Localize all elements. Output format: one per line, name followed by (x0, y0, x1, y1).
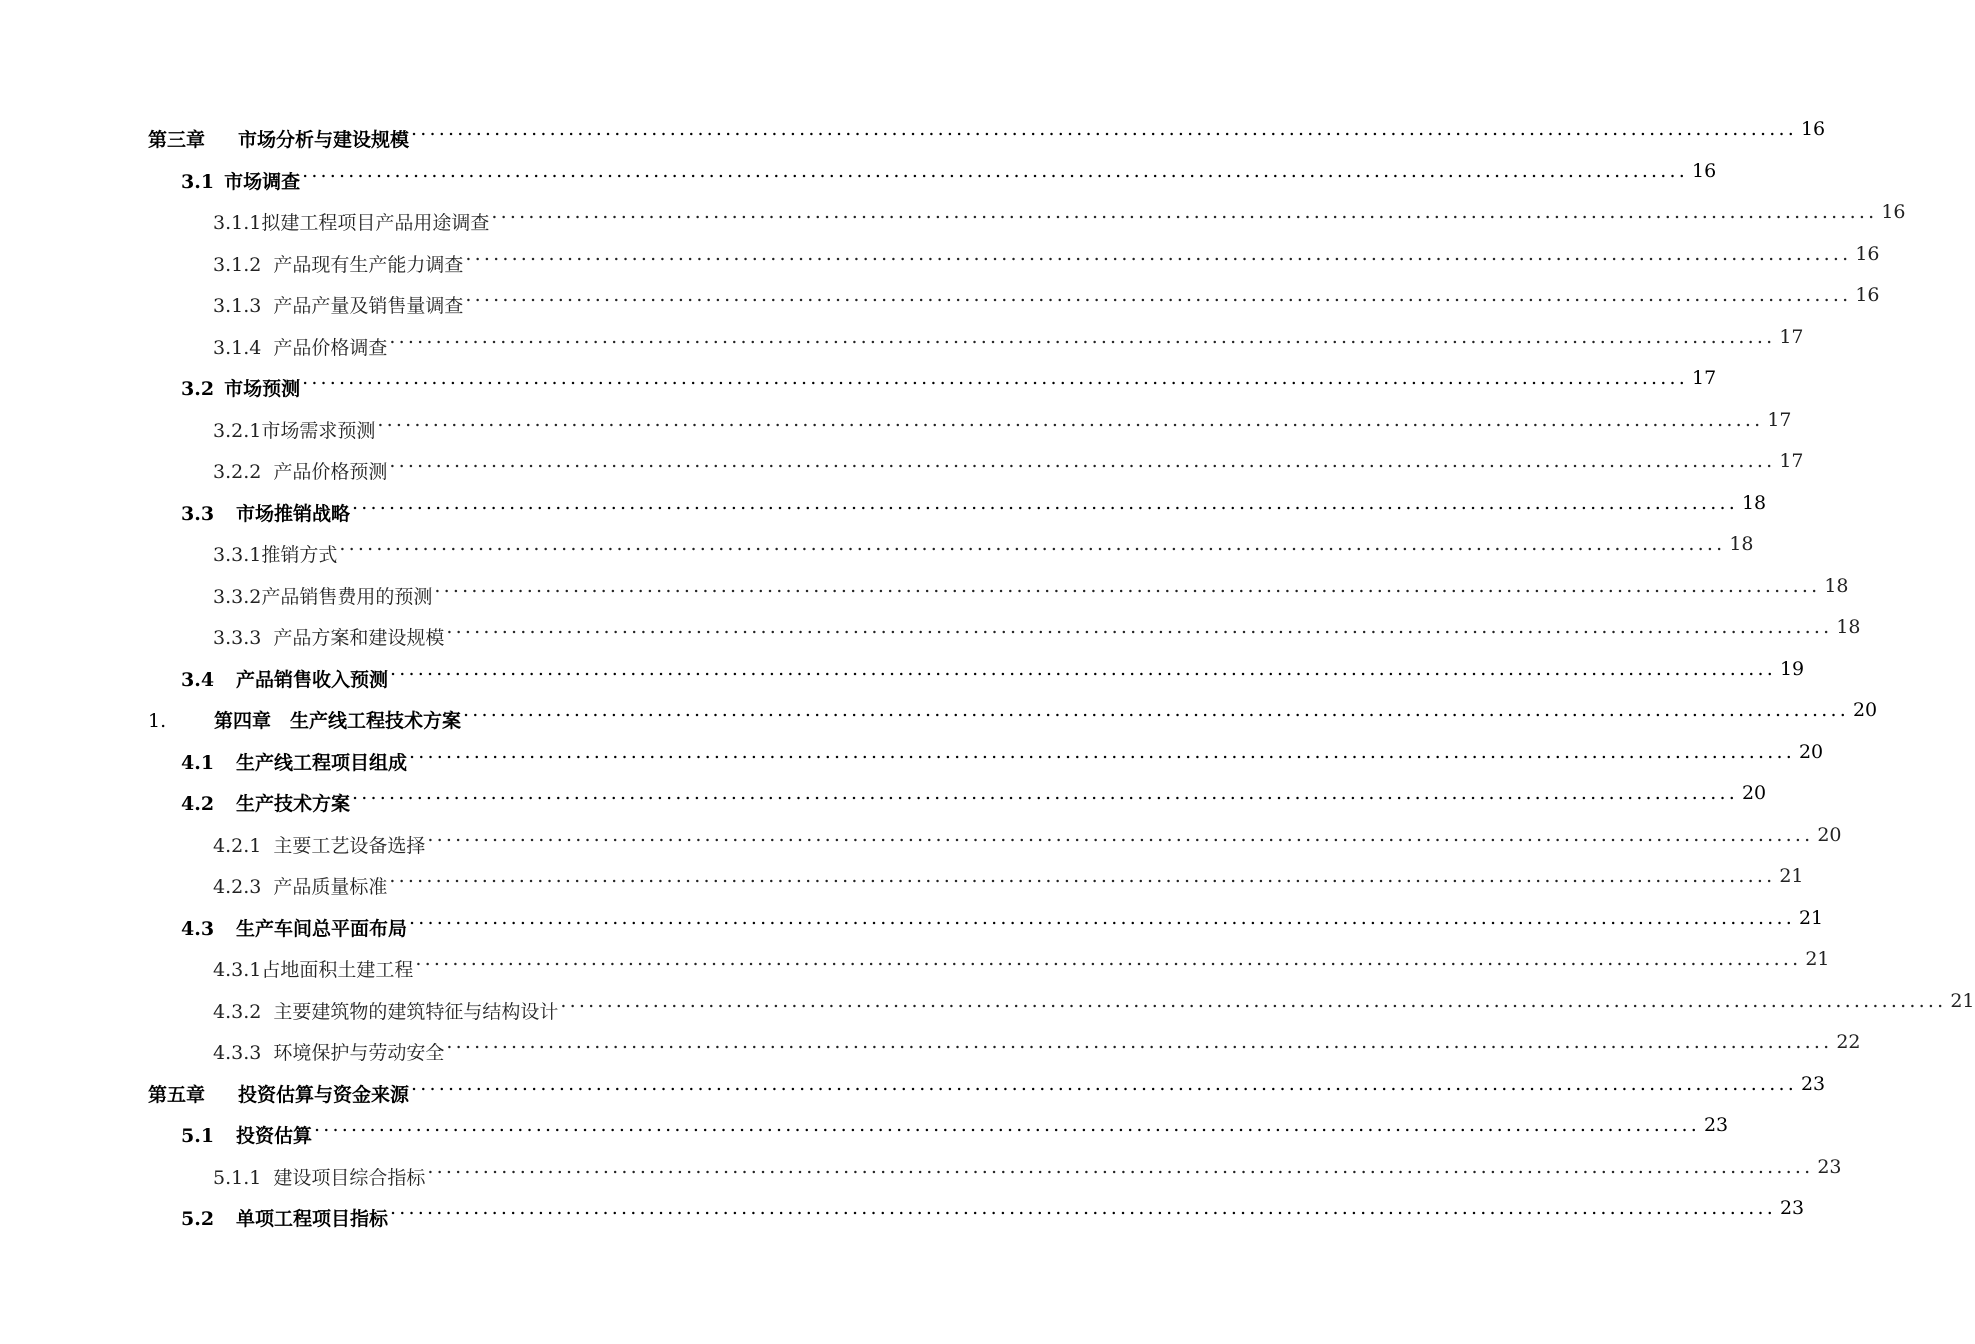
toc-entry-title: 主要建筑物的建筑特征与结构设计 (273, 1000, 559, 1023)
toc-page-number: 20 (1817, 823, 1842, 846)
toc-entry[interactable] (0, 408, 1792, 451)
toc-leader-dots: ...................................................................................................................................................... (465, 284, 1852, 306)
toc-entry-title: 生产线工程项目组成 (236, 751, 408, 774)
toc-entry[interactable] (0, 284, 1880, 326)
toc-entry-title: 占地面积土建工程 (261, 959, 414, 982)
toc-entry-number: 3.3 (181, 502, 215, 525)
toc-entry-title: 推销方式 (261, 544, 338, 567)
toc-page-number: 19 (1779, 657, 1805, 680)
toc-leader-dots: ...................................................................................................................................................... (389, 450, 1776, 472)
toc-entry[interactable] (0, 325, 1804, 368)
toc-entry[interactable] (0, 989, 1975, 1032)
toc-page-number: 16 (1855, 284, 1880, 306)
toc-entry-label (181, 748, 407, 775)
toc-page-number: 17 (1692, 367, 1717, 389)
toc-entry[interactable] (0, 1072, 1826, 1115)
toc-leader-dots: ...................................................................................................................................................... (314, 1114, 1700, 1136)
toc-entry-title: 产品销售收入预测 (236, 668, 389, 691)
toc-entry[interactable] (0, 491, 1767, 534)
toc-leader-dots: ...................................................................................................................................................... (302, 367, 1689, 389)
toc-entry-label (213, 457, 387, 484)
toc-entry[interactable] (0, 118, 1826, 160)
toc-entry-title: 投资估算与资金来源 (238, 1083, 410, 1106)
toc-entry-label (148, 706, 461, 733)
toc-page-number: 22 (1836, 1031, 1861, 1053)
toc-entry-number: 4.1 (181, 751, 215, 774)
toc-entry-title: 市场预测 (224, 378, 301, 401)
toc-leader-dots: ...................................................................................................................................................... (411, 118, 1797, 140)
toc-page-number: 21 (1805, 948, 1830, 970)
toc-entry-title: 产品现有生产能力调查 (273, 253, 464, 276)
toc-entry-number: 3.4 (181, 668, 215, 691)
toc-entry[interactable] (0, 948, 1830, 990)
toc-entry-title: 产品质量标准 (273, 876, 388, 899)
toc-entry-number: 3.2 (181, 378, 215, 401)
toc-entry[interactable] (0, 201, 1906, 243)
toc-entry[interactable] (0, 782, 1767, 824)
toc-entry-label (181, 914, 407, 941)
toc-page-number: 20 (1798, 740, 1824, 763)
toc-entry-title: 市场需求预测 (261, 419, 376, 442)
toc-leader-dots: ...................................................................................................................................................... (411, 1072, 1797, 1095)
toc-leader-dots: ...................................................................................................................................................... (427, 1155, 1814, 1178)
toc-entry-number: 5.2 (181, 1208, 215, 1231)
toc-entry-number: 4.3.1 (213, 959, 262, 982)
toc-leader-dots: ...................................................................................................................................................... (390, 1197, 1776, 1219)
toc-leader-dots: ...................................................................................................................................................... (302, 159, 1689, 182)
toc-entry-title: 拟建工程项目产品用途调查 (261, 212, 490, 235)
toc-entry[interactable] (0, 1155, 1842, 1198)
toc-page-number: 17 (1779, 450, 1804, 472)
toc-entry-number: 4.2.3 (213, 876, 262, 899)
toc-entry[interactable] (0, 699, 1878, 741)
toc-leader-dots: ...................................................................................................................................................... (446, 1031, 1833, 1053)
toc-entry[interactable] (0, 367, 1717, 409)
toc-entry-label (148, 125, 409, 152)
toc-entry-number: 3.1.2 (213, 253, 262, 276)
toc-leader-dots: ...................................................................................................................................................... (409, 740, 1795, 763)
toc-entry-title: 第四章 生产线工程技术方案 (214, 710, 462, 733)
toc-leader-dots: ...................................................................................................................................................... (389, 865, 1776, 887)
toc-leader-dots: ...................................................................................................................................................... (434, 574, 1821, 597)
toc-entry-label (213, 997, 558, 1024)
toc-entry[interactable] (0, 1031, 1861, 1073)
toc-entry[interactable] (0, 823, 1842, 866)
toc-entry-number: 3.1.3 (213, 295, 262, 318)
toc-entry-title: 生产车间总平面布局 (236, 917, 408, 940)
toc-entry-title: 市场调查 (224, 170, 301, 193)
toc-entry-number: 第三章 (148, 129, 206, 152)
toc-entry-title: 主要工艺设备选择 (273, 834, 426, 857)
toc-entry-title: 环境保护与劳动安全 (273, 1042, 445, 1065)
toc-entry-label (181, 499, 350, 526)
toc-entry-number: 3.3.3 (213, 627, 262, 650)
toc-page-number: 23 (1703, 1114, 1729, 1136)
toc-page-number: 21 (1798, 906, 1824, 929)
toc-entry-label (213, 208, 489, 235)
toc-entry-label (181, 374, 300, 401)
toc-page-number: 18 (1729, 533, 1754, 555)
toc-entry[interactable] (0, 574, 1849, 617)
toc-leader-dots: ...................................................................................................................................................... (389, 325, 1776, 348)
toc-entry-number: 3.3.2 (213, 585, 262, 608)
toc-entry-label (213, 540, 337, 567)
toc-entry-title: 市场分析与建设规模 (238, 129, 410, 152)
toc-entry[interactable] (0, 1197, 1805, 1239)
toc-entry-label (181, 1204, 388, 1231)
toc-leader-dots: ...................................................................................................................................................... (465, 242, 1852, 265)
toc-entry-label (181, 1121, 312, 1148)
toc-entry-number: 4.3 (181, 917, 215, 940)
toc-entry-number: 3.3.1 (213, 544, 262, 567)
toc-entry-label (213, 623, 444, 650)
toc-entry-title: 建设项目综合指标 (273, 1166, 426, 1189)
toc-entry-label (148, 1080, 409, 1107)
toc-page-number: 20 (1741, 782, 1767, 804)
toc-entry-number: 5.1.1 (213, 1166, 262, 1189)
toc-entry-title: 生产技术方案 (236, 793, 351, 816)
toc-entry[interactable] (0, 159, 1717, 202)
toc-entry[interactable] (0, 450, 1804, 492)
toc-entry-label (213, 1163, 425, 1190)
toc-entry-label (213, 872, 387, 899)
toc-entry[interactable] (0, 865, 1804, 907)
toc-page-number: 18 (1741, 491, 1767, 514)
toc-entry-label (213, 582, 432, 609)
toc-entry[interactable] (0, 242, 1880, 285)
toc-entry-number: 3.2.1 (213, 419, 262, 442)
toc-page-number: 16 (1800, 118, 1826, 140)
toc-page-number: 17 (1779, 325, 1804, 348)
toc-entry-number: 3.2.2 (213, 461, 262, 484)
toc-entry-number: 4.2 (181, 793, 215, 816)
toc-entry[interactable] (0, 906, 1824, 949)
toc-entry-title: 产品销售费用的预测 (261, 585, 433, 608)
toc-leader-dots: ...................................................................................................................................................... (377, 408, 1764, 431)
toc-entry-label (213, 1038, 444, 1065)
toc-page-number: 16 (1692, 159, 1717, 182)
toc-page-number: 23 (1779, 1197, 1805, 1219)
toc-entry[interactable] (0, 616, 1861, 658)
toc-entry-title: 市场推销战略 (236, 502, 351, 525)
toc-entry-number: 4.3.3 (213, 1042, 262, 1065)
toc-entry[interactable] (0, 657, 1805, 700)
toc-page-number: 16 (1881, 201, 1906, 223)
toc-page-number: 17 (1767, 408, 1792, 431)
toc-entry-number: 5.1 (181, 1125, 215, 1148)
toc-entry[interactable] (0, 740, 1824, 783)
toc-entry-number: 4.3.2 (213, 1000, 262, 1023)
toc-entry-number: 3.1.1 (213, 212, 262, 235)
toc-entry-label (181, 167, 300, 194)
toc-entry-title: 单项工程项目指标 (236, 1208, 389, 1231)
toc-leader-dots: ...................................................................................................................................................... (352, 491, 1738, 514)
toc-page-number: 16 (1855, 242, 1880, 265)
toc-leader-dots: ...................................................................................................................................................... (339, 533, 1726, 555)
toc-entry[interactable] (0, 533, 1754, 575)
toc-leader-dots: ...................................................................................................................................................... (409, 906, 1795, 929)
toc-entry-number: 3.1.4 (213, 336, 262, 359)
toc-entry-title: 投资估算 (236, 1125, 313, 1148)
toc-entry-label (213, 291, 463, 318)
toc-entry-label (213, 955, 413, 982)
toc-entry-number: 1. (148, 710, 167, 733)
toc-entry-title: 产品产量及销售量调查 (273, 295, 464, 318)
table-of-contents (0, 118, 1975, 1239)
toc-entry-label (181, 665, 388, 692)
toc-leader-dots: ...................................................................................................................................................... (415, 948, 1802, 970)
toc-page-number: 21 (1779, 865, 1804, 887)
toc-leader-dots: ...................................................................................................................................................... (446, 616, 1833, 638)
toc-leader-dots: ...................................................................................................................................................... (491, 201, 1878, 223)
toc-entry-title: 产品方案和建设规模 (273, 627, 445, 650)
toc-entry[interactable] (0, 1114, 1729, 1156)
toc-entry-label (213, 831, 425, 858)
toc-leader-dots: ...................................................................................................................................................... (560, 989, 1947, 1012)
toc-entry-number: 3.1 (181, 170, 215, 193)
toc-entry-label (181, 789, 350, 816)
toc-entry-number: 4.2.1 (213, 834, 262, 857)
toc-leader-dots: ...................................................................................................................................................... (352, 782, 1738, 804)
toc-page-number: 23 (1817, 1155, 1842, 1178)
toc-entry-label (213, 416, 375, 443)
toc-leader-dots: ...................................................................................................................................................... (390, 657, 1776, 680)
toc-page-number: 21 (1950, 989, 1975, 1012)
toc-entry-title: 产品价格调查 (273, 336, 388, 359)
toc-page-number: 18 (1824, 574, 1849, 597)
toc-entry-label (213, 333, 387, 360)
toc-leader-dots: ...................................................................................................................................................... (463, 699, 1849, 721)
toc-page-number: 20 (1852, 699, 1878, 721)
toc-entry-number: 第五章 (148, 1083, 206, 1106)
toc-page-number: 23 (1800, 1072, 1826, 1095)
toc-page-number: 18 (1836, 616, 1861, 638)
toc-leader-dots: ...................................................................................................................................................... (427, 823, 1814, 846)
toc-entry-label (213, 250, 463, 277)
toc-entry-title: 产品价格预测 (273, 461, 388, 484)
